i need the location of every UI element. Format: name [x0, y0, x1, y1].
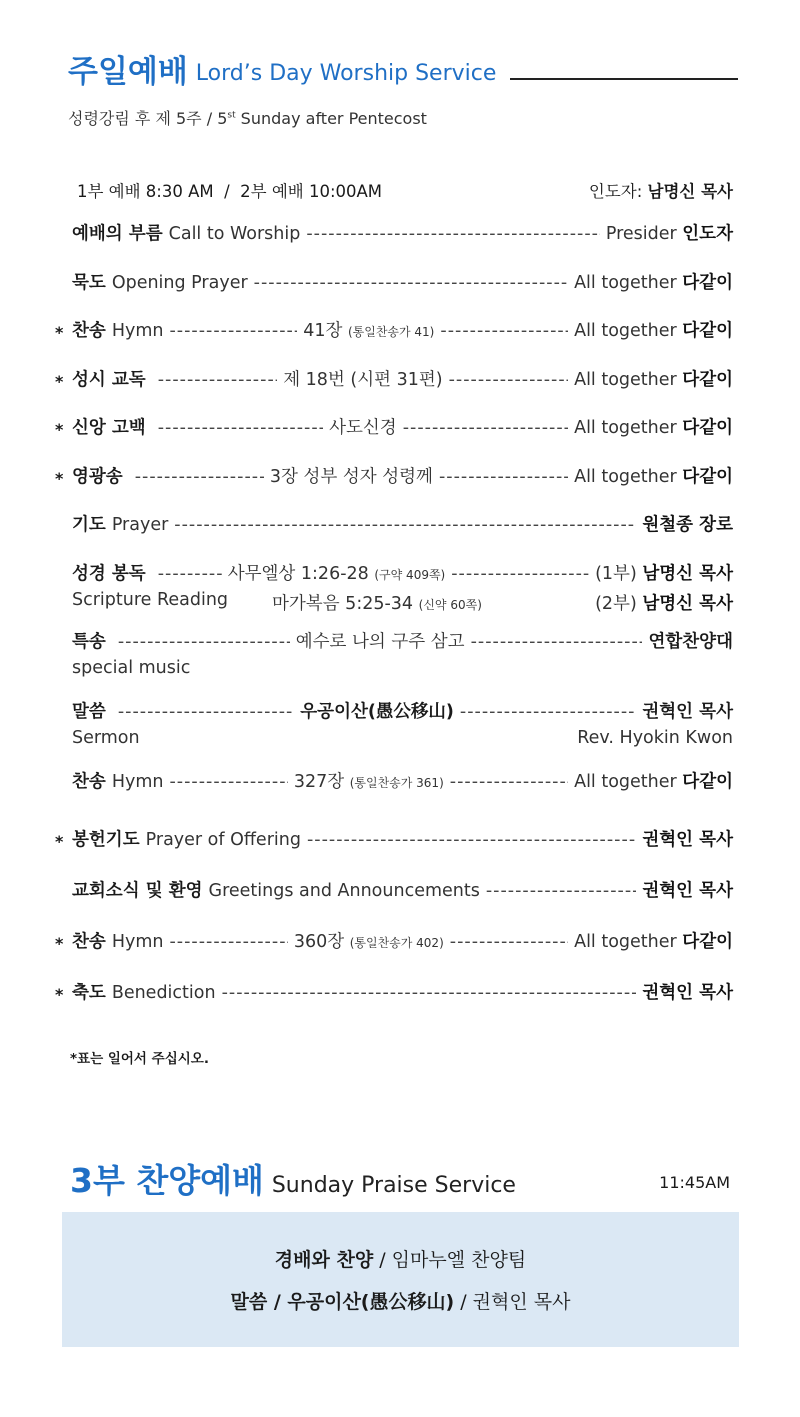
order-of-service [55, 170, 733, 1030]
item-english: Scripture Reading [72, 589, 229, 610]
item-korean: 묵도 [72, 272, 106, 293]
praise-line-2-rest: / 권혁인 목사 [454, 1291, 571, 1313]
standing-marker: * [55, 468, 64, 488]
item-middle: 마가복음 5:25-34 (신약 60쪽) [272, 593, 482, 614]
order-item [55, 511, 733, 560]
praise-service-header [70, 1155, 730, 1202]
item-english: Call to Worship [168, 224, 301, 244]
item-korean: 축도 [72, 982, 106, 1003]
order-item-body [72, 826, 733, 851]
praise-title-english: Sunday Praise Service [271, 1173, 516, 1198]
standing-marker: * [55, 984, 64, 1004]
item-right: All together 다같이 [574, 369, 734, 390]
special-line-1 [72, 628, 733, 653]
praise-line-1 [62, 1245, 739, 1272]
leader-dashes [254, 273, 568, 293]
order-item [55, 928, 733, 979]
service-times-row [55, 170, 733, 208]
service-times: 1부 예배 8:30 AM / 2부 예배 10:00AM [77, 182, 383, 201]
order-list-2 [55, 768, 733, 1030]
item-middle: 제 18번 (시편 31편) [283, 369, 443, 390]
standing-marker: * [55, 420, 64, 439]
presider-name: 남명신 목사 [647, 182, 733, 201]
leader-dashes [449, 370, 568, 390]
praise-line-2 [62, 1287, 739, 1314]
order-item [55, 220, 733, 269]
leader-dashes [307, 830, 636, 850]
item-korean: 신앙 고백 [72, 418, 146, 438]
item-right: All together 다같이 [574, 931, 734, 952]
order-item-body [72, 463, 733, 488]
item-english: Prayer [111, 515, 169, 535]
item-right: All together 다같이 [574, 272, 733, 293]
item-right: All together 다같이 [574, 418, 734, 438]
subtitle-english: Sunday after Pentecost [235, 109, 427, 128]
subtitle [68, 106, 738, 129]
leader-dashes [169, 321, 297, 341]
item-english: Greetings and Announcements [208, 880, 480, 901]
item-right: Presider 인도자 [605, 224, 733, 244]
praise-info-box [62, 1212, 739, 1347]
leader-dashes [486, 881, 637, 901]
leader-dashes [451, 564, 589, 584]
order-item-body [72, 768, 733, 793]
sermon-line-1 [72, 698, 733, 723]
item-middle: 360장 (통일찬송가 402) [293, 931, 444, 952]
item-korean: 찬송 [72, 771, 106, 792]
leader-dashes [174, 515, 636, 535]
leader-dashes [450, 932, 568, 952]
order-item [55, 826, 733, 877]
leader-dashes [306, 224, 599, 244]
item-english: special music [72, 657, 191, 678]
subtitle-text: 성령강림 후 제 5주 / 5 [68, 109, 228, 128]
item-right: (2부) 남명신 목사 [595, 593, 733, 614]
item-right: 권혁인 목사 [642, 701, 733, 722]
order-item [55, 979, 733, 1030]
item-korean: 말씀 [72, 701, 106, 722]
order-list [55, 220, 733, 560]
order-item [55, 463, 733, 512]
item-korean: 찬송 [72, 321, 106, 341]
order-item [55, 269, 733, 318]
order-item [55, 768, 733, 826]
preacher-english: Rev. Hyokin Kwon [577, 727, 733, 748]
item-right: All together 다같이 [574, 466, 734, 487]
standing-marker: * [55, 831, 64, 851]
leader-dashes [440, 321, 568, 341]
item-korean: 특송 [72, 631, 106, 652]
leader-dashes [158, 370, 277, 390]
order-item-body [72, 928, 733, 953]
page-title-english: Lord’s Day Worship Service [195, 61, 497, 86]
standing-marker: * [55, 933, 64, 953]
item-right: 원철종 장로 [642, 515, 733, 535]
presider [589, 178, 733, 202]
item-right: All together 다같이 [574, 771, 734, 792]
leader-dashes [158, 564, 222, 584]
item-right: (1부) 남명신 목사 [595, 563, 733, 584]
item-middle: 327장 (통일찬송가 361) [293, 771, 444, 792]
presider-label: 인도자: [588, 182, 643, 201]
scripture-line-2 [72, 590, 733, 615]
leader-dashes [403, 418, 568, 438]
leader-dashes [450, 772, 568, 792]
leader-dashes [460, 702, 636, 722]
item-right: 권혁인 목사 [642, 829, 733, 850]
order-item-body [72, 511, 733, 536]
praise-time: 11:45AM [659, 1173, 730, 1192]
praise-title-korean: 3부 찬양예배 [70, 1161, 264, 1200]
page-title-korean: 주일예배 [68, 54, 188, 90]
item-korean: 영광송 [72, 466, 123, 487]
scripture-line-1 [72, 560, 733, 585]
item-right: 권혁인 목사 [642, 982, 733, 1003]
item-english: Hymn [111, 771, 164, 792]
praise-line-1-bold: 경배와 찬양 [274, 1249, 374, 1271]
item-middle: 41장 (통일찬송가 41) [303, 321, 435, 341]
item-english: Benediction [111, 982, 216, 1003]
title-divider [510, 78, 738, 80]
leader-dashes [169, 772, 287, 792]
leader-dashes [118, 632, 290, 652]
order-item-body [72, 979, 733, 1004]
item-middle: 3장 성부 성자 성령께 [269, 466, 433, 487]
item-middle: 사무엘상 1:26-28 (구약 409쪽) [227, 563, 446, 584]
item-english: Hymn [111, 931, 164, 952]
leader-dashes [439, 467, 568, 487]
item-korean: 찬송 [72, 931, 106, 952]
item-english: Hymn [111, 321, 164, 341]
leader-dashes [135, 467, 264, 487]
item-korean: 성시 교독 [72, 369, 146, 390]
leader-dashes [118, 702, 294, 722]
item-english: Prayer of Offering [145, 829, 301, 850]
item-middle: 예수로 나의 구주 삼고 [295, 631, 465, 652]
order-item-special-music [55, 628, 733, 698]
order-item-body [72, 317, 733, 342]
item-english: Opening Prayer [111, 272, 248, 293]
item-korean: 교회소식 및 환영 [72, 880, 203, 901]
subtitle-ordinal: st [227, 110, 236, 121]
title-row [68, 52, 738, 92]
order-item-body [72, 366, 733, 391]
sermon-title: 우공이산(愚公移山) [300, 701, 454, 722]
order-item [55, 317, 733, 366]
item-korean: 봉헌기도 [72, 829, 140, 850]
order-item [55, 366, 733, 415]
standing-marker: * [55, 371, 64, 391]
praise-line-2-bold: 말씀 / 우공이산(愚公移山) [230, 1291, 455, 1313]
service-header [68, 52, 738, 129]
order-item-scripture [55, 560, 733, 628]
order-item-body [72, 414, 733, 439]
praise-line-1-rest: / 임마누엘 찬양팀 [373, 1249, 527, 1271]
order-item [55, 414, 733, 463]
item-right: All together 다같이 [574, 321, 734, 341]
leader-dashes [169, 932, 287, 952]
order-item [55, 877, 733, 928]
order-item-sermon [55, 698, 733, 768]
standing-marker: * [55, 323, 64, 342]
leader-dashes [158, 418, 323, 438]
item-right: 연합찬양대 [648, 631, 733, 652]
order-item-body [72, 269, 733, 294]
sermon-line-2 [72, 728, 733, 748]
leader-dashes [471, 632, 643, 652]
item-right: 권혁인 목사 [642, 880, 733, 901]
standing-note: *표는 일어서 주십시오. [70, 1051, 209, 1067]
special-line-2 [72, 658, 733, 678]
item-korean: 기도 [72, 515, 106, 535]
item-korean: 성경 봉독 [72, 563, 146, 584]
item-middle: 사도신경 [329, 418, 397, 438]
leader-dashes [222, 983, 637, 1003]
item-english: Sermon [72, 727, 140, 748]
item-korean: 예배의 부름 [72, 224, 163, 244]
order-item-body [72, 220, 733, 245]
order-item-body [72, 877, 733, 902]
